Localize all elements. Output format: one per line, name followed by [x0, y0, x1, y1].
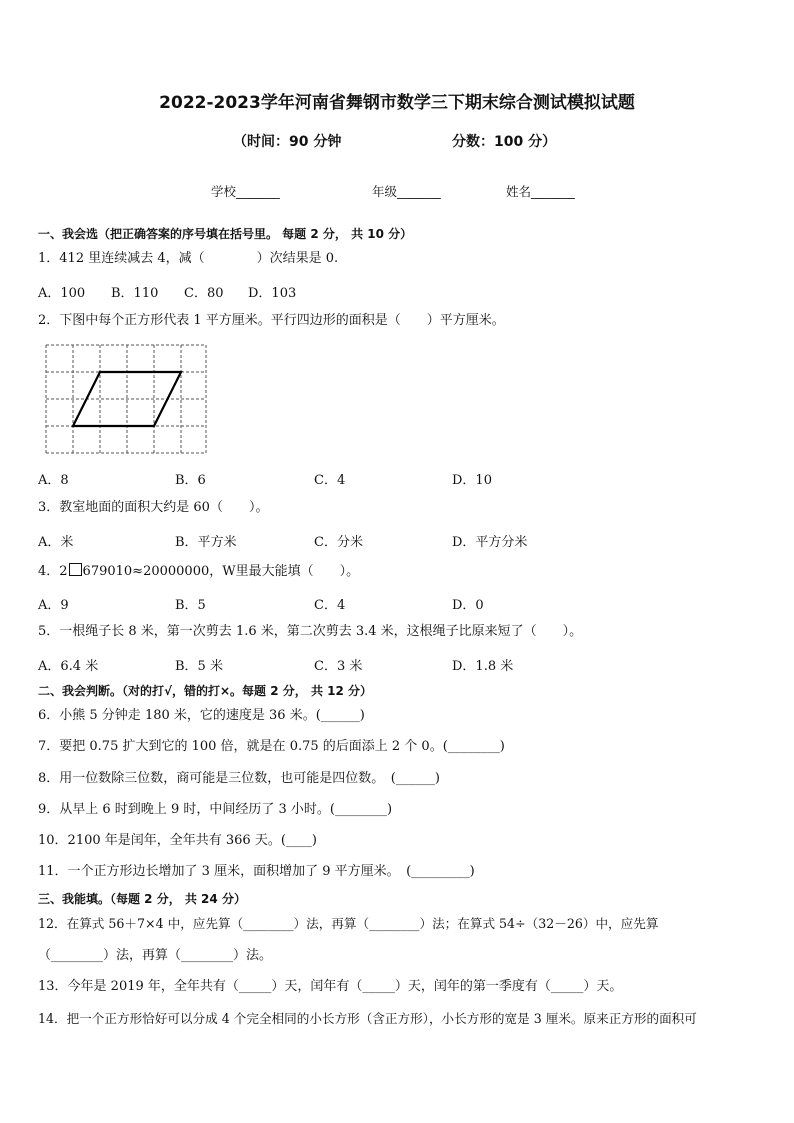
q4-option-a: A．9 — [38, 598, 69, 613]
name-field: 姓名_______ — [506, 184, 575, 199]
question-12-line1: 12．在算式 56＋7×4 中，应先算（________）法，再算（________）法；在算式 54÷（32－26）中，应先算 — [38, 916, 659, 931]
question-14: 14．把一个正方形恰好可以分成 4 个完全相同的小长方形（含正方形），小长方形的宽是 3 厘米。原来正方形的面积可 — [38, 1011, 697, 1026]
question-8: 8．用一位数除三位数，商可能是三位数，也可能是四位数。 (______) — [38, 771, 440, 786]
grade-field: 年级_______ — [372, 184, 441, 199]
school-field: 学校_______ — [211, 184, 280, 199]
q5-option-b: B．5 米 — [175, 659, 223, 674]
question-6: 6．小熊 5 分钟走 180 米，它的速度是 36 米。(______) — [38, 708, 365, 723]
exam-title: 2022-2023学年河南省舞钢市数学三下期末综合测试模拟试题 — [159, 93, 635, 113]
q5-option-d: D．1.8 米 — [452, 659, 514, 674]
question-3: 3．教室地面的面积大约是 60（ ）。 — [38, 500, 269, 515]
exam-time: （时间：90 分钟 — [233, 134, 342, 150]
parallelogram-grid-figure — [44, 343, 210, 455]
question-2: 2．下图中每个正方形代表 1 平方厘米。平行四边形的面积是（ ）平方厘米。 — [38, 313, 505, 328]
q4-text-before: 4．2 — [38, 564, 68, 579]
q1-option-c: C．80 — [184, 286, 224, 301]
q1-option-b: B．110 — [111, 286, 159, 301]
q2-option-d: D．10 — [452, 473, 492, 488]
q3-option-c: C．分米 — [314, 535, 363, 550]
q2-option-b: B．6 — [175, 473, 206, 488]
question-10: 10．2100 年是闰年，全年共有 366 天。(____) — [38, 833, 317, 848]
question-7: 7．要把 0.75 扩大到它的 100 倍，就是在 0.75 的后面添上 2 个 0。(________) — [38, 739, 505, 754]
q4-option-b: B．5 — [175, 598, 206, 613]
q2-option-c: C．4 — [314, 473, 346, 488]
blank-box — [69, 563, 82, 576]
q1-option-d: D．103 — [248, 286, 297, 301]
q3-option-a: A．米 — [38, 535, 74, 550]
section3-heading: 三、我能填。（每题 2 分， 共 24 分） — [38, 892, 246, 906]
section1-heading: 一、我会选（把正确答案的序号填在括号里。 每题 2 分， 共 10 分） — [38, 227, 413, 241]
question-4 — [38, 563, 359, 580]
question-5: 5．一根绳子长 8 米，第一次剪去 1.6 米，第二次剪去 3.4 米，这根绳子比原来短了（ ）。 — [38, 624, 583, 639]
q4-option-c: C．4 — [314, 598, 346, 613]
question-12-line2: （________）法，再算（________）法。 — [38, 948, 273, 963]
q3-option-b: B．平方米 — [175, 535, 237, 550]
question-11: 11．一个正方形边长增加了 3 厘米，面积增加了 9 平方厘米。 (_________) — [38, 864, 475, 879]
q4-option-d: D．0 — [452, 598, 484, 613]
q2-option-a: A．8 — [38, 473, 69, 488]
q5-option-c: C．3 米 — [314, 659, 363, 674]
section2-heading: 二、我会判断。（对的打√，错的打×。每题 2 分， 共 12 分） — [38, 684, 372, 698]
question-1: 1．412 里连续减去 4，减（ ）次结果是 0. — [38, 251, 339, 266]
exam-score: 分数：100 分） — [452, 134, 557, 150]
q1-option-a: A．100 — [38, 286, 86, 301]
q3-option-d: D．平方分米 — [452, 535, 528, 550]
question-13: 13．今年是 2019 年，全年共有（_____）天，闰年有（_____）天，闰年的第一季度有（_____）天。 — [38, 979, 623, 994]
q4-text-after: 679010≈20000000，W里最大能填（ ）。 — [82, 564, 360, 579]
question-9: 9．从早上 6 时到晚上 9 时，中间经历了 3 小时。(________) — [38, 802, 393, 817]
q5-option-a: A．6.4 米 — [38, 659, 99, 674]
